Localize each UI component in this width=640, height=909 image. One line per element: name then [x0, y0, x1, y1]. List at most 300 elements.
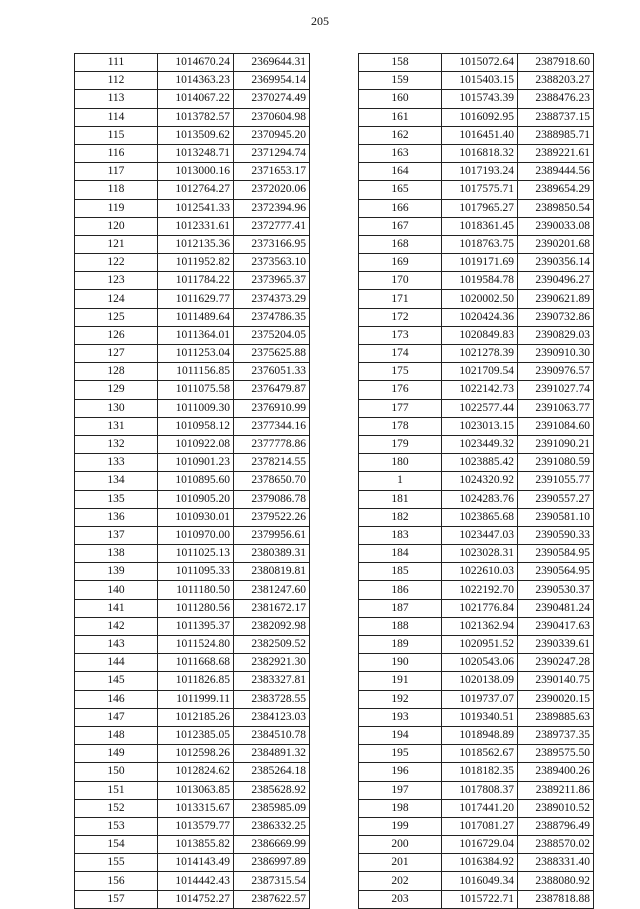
point-number-cell: 154: [75, 836, 158, 854]
x-coordinate-cell: 1018763.75: [442, 235, 518, 253]
table-row: [359, 726, 594, 744]
table-row: [75, 308, 310, 326]
table-row: [75, 872, 310, 890]
table-row: [359, 636, 594, 654]
y-coordinate-cell: 2384510.78: [234, 726, 310, 744]
y-coordinate-cell: 2369644.31: [234, 54, 310, 72]
table-row: [75, 72, 310, 90]
table-row: [75, 836, 310, 854]
point-number-cell: 177: [359, 399, 442, 417]
point-number-cell: 156: [75, 872, 158, 890]
y-coordinate-cell: 2384123.03: [234, 708, 310, 726]
y-coordinate-cell: 2375204.05: [234, 326, 310, 344]
table-row: [359, 817, 594, 835]
table-row: [75, 363, 310, 381]
x-coordinate-cell: 1020138.09: [442, 672, 518, 690]
x-coordinate-cell: 1022577.44: [442, 399, 518, 417]
y-coordinate-cell: 2372777.41: [234, 217, 310, 235]
point-number-cell: 164: [359, 163, 442, 181]
point-number-cell: 168: [359, 235, 442, 253]
y-coordinate-cell: 2387818.88: [518, 890, 594, 908]
table-row: [359, 199, 594, 217]
x-coordinate-cell: 1011489.64: [158, 308, 234, 326]
y-coordinate-cell: 2390732.86: [518, 308, 594, 326]
y-coordinate-cell: 2376051.33: [234, 363, 310, 381]
point-number-cell: 192: [359, 690, 442, 708]
table-row: [75, 745, 310, 763]
point-number-cell: 175: [359, 363, 442, 381]
point-number-cell: 195: [359, 745, 442, 763]
y-coordinate-cell: 2390530.37: [518, 581, 594, 599]
x-coordinate-cell: 1011009.30: [158, 399, 234, 417]
y-coordinate-cell: 2375625.88: [234, 345, 310, 363]
y-coordinate-cell: 2390584.95: [518, 545, 594, 563]
table-row: [359, 345, 594, 363]
y-coordinate-cell: 2390247.28: [518, 654, 594, 672]
point-number-cell: 141: [75, 599, 158, 617]
table-row: [75, 217, 310, 235]
y-coordinate-cell: 2371653.17: [234, 163, 310, 181]
table-row: [359, 854, 594, 872]
table-row: [359, 290, 594, 308]
table-row: [359, 599, 594, 617]
table-row: [75, 126, 310, 144]
y-coordinate-cell: 2389211.86: [518, 781, 594, 799]
x-coordinate-cell: 1011826.85: [158, 672, 234, 690]
x-coordinate-cell: 1011364.01: [158, 326, 234, 344]
y-coordinate-cell: 2370274.49: [234, 90, 310, 108]
point-number-cell: 170: [359, 272, 442, 290]
point-number-cell: 140: [75, 581, 158, 599]
table-row: [75, 272, 310, 290]
y-coordinate-cell: 2389400.26: [518, 763, 594, 781]
x-coordinate-cell: 1015743.39: [442, 90, 518, 108]
table-row: [75, 581, 310, 599]
x-coordinate-cell: 1011395.37: [158, 617, 234, 635]
table-row: [359, 454, 594, 472]
point-number-cell: 167: [359, 217, 442, 235]
point-number-cell: 179: [359, 435, 442, 453]
y-coordinate-cell: 2380819.81: [234, 563, 310, 581]
x-coordinate-cell: 1010958.12: [158, 417, 234, 435]
point-number-cell: 165: [359, 181, 442, 199]
table-row: [75, 454, 310, 472]
y-coordinate-cell: 2386332.25: [234, 817, 310, 835]
x-coordinate-cell: 1011095.33: [158, 563, 234, 581]
x-coordinate-cell: 1021776.84: [442, 599, 518, 617]
point-number-cell: 122: [75, 254, 158, 272]
point-number-cell: 119: [75, 199, 158, 217]
coordinates-table-right: [358, 53, 594, 909]
y-coordinate-cell: 2390829.03: [518, 326, 594, 344]
point-number-cell: 112: [75, 72, 158, 90]
y-coordinate-cell: 2390496.27: [518, 272, 594, 290]
x-coordinate-cell: 1021709.54: [442, 363, 518, 381]
y-coordinate-cell: 2389737.35: [518, 726, 594, 744]
point-number-cell: 203: [359, 890, 442, 908]
point-number-cell: 180: [359, 454, 442, 472]
table-row: [359, 72, 594, 90]
y-coordinate-cell: 2390356.14: [518, 254, 594, 272]
y-coordinate-cell: 2381672.17: [234, 599, 310, 617]
y-coordinate-cell: 2383327.81: [234, 672, 310, 690]
x-coordinate-cell: 1020424.36: [442, 308, 518, 326]
x-coordinate-cell: 1010895.60: [158, 472, 234, 490]
table-row: [75, 326, 310, 344]
x-coordinate-cell: 1020002.50: [442, 290, 518, 308]
table-row: [75, 399, 310, 417]
y-coordinate-cell: 2379956.61: [234, 526, 310, 544]
x-coordinate-cell: 1016384.92: [442, 854, 518, 872]
y-coordinate-cell: 2389444.56: [518, 163, 594, 181]
y-coordinate-cell: 2390481.24: [518, 599, 594, 617]
y-coordinate-cell: 2373965.37: [234, 272, 310, 290]
y-coordinate-cell: 2390621.89: [518, 290, 594, 308]
y-coordinate-cell: 2378650.70: [234, 472, 310, 490]
x-coordinate-cell: 1021362.94: [442, 617, 518, 635]
table-row: [75, 290, 310, 308]
table-row: [359, 690, 594, 708]
x-coordinate-cell: 1011253.04: [158, 345, 234, 363]
x-coordinate-cell: 1014067.22: [158, 90, 234, 108]
x-coordinate-cell: 1013000.16: [158, 163, 234, 181]
x-coordinate-cell: 1017965.27: [442, 199, 518, 217]
x-coordinate-cell: 1018182.35: [442, 763, 518, 781]
point-number-cell: 131: [75, 417, 158, 435]
y-coordinate-cell: 2391090.21: [518, 435, 594, 453]
point-number-cell: 139: [75, 563, 158, 581]
table-row: [359, 163, 594, 181]
table-row: [359, 508, 594, 526]
table-row: [359, 308, 594, 326]
y-coordinate-cell: 2390140.75: [518, 672, 594, 690]
table-row: [75, 890, 310, 908]
x-coordinate-cell: 1016092.95: [442, 108, 518, 126]
x-coordinate-cell: 1017193.24: [442, 163, 518, 181]
point-number-cell: 133: [75, 454, 158, 472]
x-coordinate-cell: 1011280.56: [158, 599, 234, 617]
y-coordinate-cell: 2389575.50: [518, 745, 594, 763]
y-coordinate-cell: 2388476.23: [518, 90, 594, 108]
y-coordinate-cell: 2385985.09: [234, 799, 310, 817]
x-coordinate-cell: 1013248.71: [158, 144, 234, 162]
point-number-cell: 190: [359, 654, 442, 672]
y-coordinate-cell: 2390417.63: [518, 617, 594, 635]
x-coordinate-cell: 1011075.58: [158, 381, 234, 399]
point-number-cell: 138: [75, 545, 158, 563]
point-number-cell: 196: [359, 763, 442, 781]
point-number-cell: 129: [75, 381, 158, 399]
x-coordinate-cell: 1012331.61: [158, 217, 234, 235]
table-row: [359, 254, 594, 272]
table-row: [359, 417, 594, 435]
x-coordinate-cell: 1011668.68: [158, 654, 234, 672]
x-coordinate-cell: 1017808.37: [442, 781, 518, 799]
point-number-cell: 128: [75, 363, 158, 381]
table-row: [359, 272, 594, 290]
table-row: [359, 872, 594, 890]
x-coordinate-cell: 1012541.33: [158, 199, 234, 217]
table-row: [75, 199, 310, 217]
x-coordinate-cell: 1019737.07: [442, 690, 518, 708]
y-coordinate-cell: 2390590.33: [518, 526, 594, 544]
point-number-cell: 132: [75, 435, 158, 453]
table-row: [75, 508, 310, 526]
table-row: [75, 163, 310, 181]
x-coordinate-cell: 1013315.67: [158, 799, 234, 817]
x-coordinate-cell: 1019340.51: [442, 708, 518, 726]
x-coordinate-cell: 1016049.34: [442, 872, 518, 890]
x-coordinate-cell: 1023449.32: [442, 435, 518, 453]
y-coordinate-cell: 2388570.02: [518, 836, 594, 854]
y-coordinate-cell: 2390201.68: [518, 235, 594, 253]
x-coordinate-cell: 1018562.67: [442, 745, 518, 763]
x-coordinate-cell: 1017081.27: [442, 817, 518, 835]
y-coordinate-cell: 2373166.95: [234, 235, 310, 253]
point-number-cell: 117: [75, 163, 158, 181]
y-coordinate-cell: 2385264.18: [234, 763, 310, 781]
y-coordinate-cell: 2378214.55: [234, 454, 310, 472]
table-row: [75, 781, 310, 799]
point-number-cell: 144: [75, 654, 158, 672]
table-row: [359, 90, 594, 108]
table-row: [359, 399, 594, 417]
x-coordinate-cell: 1022610.03: [442, 563, 518, 581]
x-coordinate-cell: 1010905.20: [158, 490, 234, 508]
y-coordinate-cell: 2370945.20: [234, 126, 310, 144]
table-row: [75, 54, 310, 72]
x-coordinate-cell: 1011952.82: [158, 254, 234, 272]
table-row: [75, 799, 310, 817]
y-coordinate-cell: 2389221.61: [518, 144, 594, 162]
table-row: [359, 235, 594, 253]
x-coordinate-cell: 1015722.71: [442, 890, 518, 908]
point-number-cell: 202: [359, 872, 442, 890]
table-row: [359, 435, 594, 453]
y-coordinate-cell: 2385628.92: [234, 781, 310, 799]
y-coordinate-cell: 2391027.74: [518, 381, 594, 399]
point-number-cell: 145: [75, 672, 158, 690]
point-number-cell: 127: [75, 345, 158, 363]
y-coordinate-cell: 2372020.06: [234, 181, 310, 199]
point-number-cell: 116: [75, 144, 158, 162]
x-coordinate-cell: 1024320.92: [442, 472, 518, 490]
x-coordinate-cell: 1020849.83: [442, 326, 518, 344]
y-coordinate-cell: 2391084.60: [518, 417, 594, 435]
table-row: [359, 217, 594, 235]
table-row: [359, 654, 594, 672]
y-coordinate-cell: 2382509.52: [234, 636, 310, 654]
point-number-cell: 124: [75, 290, 158, 308]
y-coordinate-cell: 2390033.08: [518, 217, 594, 235]
point-number-cell: 130: [75, 399, 158, 417]
y-coordinate-cell: 2390910.30: [518, 345, 594, 363]
x-coordinate-cell: 1022192.70: [442, 581, 518, 599]
point-number-cell: 123: [75, 272, 158, 290]
table-row: [75, 526, 310, 544]
y-coordinate-cell: 2386669.99: [234, 836, 310, 854]
point-number-cell: 149: [75, 745, 158, 763]
table-row: [359, 108, 594, 126]
y-coordinate-cell: 2391055.77: [518, 472, 594, 490]
table-row: [359, 490, 594, 508]
y-coordinate-cell: 2370604.98: [234, 108, 310, 126]
x-coordinate-cell: 1012385.05: [158, 726, 234, 744]
table-row: [359, 326, 594, 344]
x-coordinate-cell: 1016729.04: [442, 836, 518, 854]
point-number-cell: 147: [75, 708, 158, 726]
point-number-cell: 148: [75, 726, 158, 744]
point-number-cell: 160: [359, 90, 442, 108]
table-row: [359, 363, 594, 381]
y-coordinate-cell: 2390339.61: [518, 636, 594, 654]
point-number-cell: 136: [75, 508, 158, 526]
point-number-cell: 199: [359, 817, 442, 835]
y-coordinate-cell: 2388985.71: [518, 126, 594, 144]
y-coordinate-cell: 2377778.86: [234, 435, 310, 453]
x-coordinate-cell: 1010901.23: [158, 454, 234, 472]
point-number-cell: 174: [359, 345, 442, 363]
point-number-cell: 186: [359, 581, 442, 599]
coordinates-table-left: [74, 53, 310, 909]
y-coordinate-cell: 2389654.29: [518, 181, 594, 199]
table-row: [359, 181, 594, 199]
y-coordinate-cell: 2376479.87: [234, 381, 310, 399]
y-coordinate-cell: 2383728.55: [234, 690, 310, 708]
y-coordinate-cell: 2391063.77: [518, 399, 594, 417]
point-number-cell: 197: [359, 781, 442, 799]
y-coordinate-cell: 2387918.60: [518, 54, 594, 72]
point-number-cell: 172: [359, 308, 442, 326]
x-coordinate-cell: 1013509.62: [158, 126, 234, 144]
x-coordinate-cell: 1021278.39: [442, 345, 518, 363]
point-number-cell: 173: [359, 326, 442, 344]
table-row: [359, 545, 594, 563]
table-row: [359, 54, 594, 72]
x-coordinate-cell: 1012185.26: [158, 708, 234, 726]
table-row: [75, 254, 310, 272]
table-row: [359, 781, 594, 799]
y-coordinate-cell: 2388737.15: [518, 108, 594, 126]
x-coordinate-cell: 1020543.06: [442, 654, 518, 672]
y-coordinate-cell: 2374373.29: [234, 290, 310, 308]
x-coordinate-cell: 1014752.27: [158, 890, 234, 908]
point-number-cell: 157: [75, 890, 158, 908]
point-number-cell: 194: [359, 726, 442, 744]
point-number-cell: 181: [359, 490, 442, 508]
x-coordinate-cell: 1014442.43: [158, 872, 234, 890]
table-row: [75, 545, 310, 563]
table-row: [75, 108, 310, 126]
point-number-cell: 166: [359, 199, 442, 217]
point-number-cell: 187: [359, 599, 442, 617]
x-coordinate-cell: 1023885.42: [442, 454, 518, 472]
point-number-cell: 115: [75, 126, 158, 144]
x-coordinate-cell: 1023013.15: [442, 417, 518, 435]
point-number-cell: 135: [75, 490, 158, 508]
x-coordinate-cell: 1011784.22: [158, 272, 234, 290]
point-number-cell: 198: [359, 799, 442, 817]
table-row: [359, 617, 594, 635]
table-row: [75, 181, 310, 199]
y-coordinate-cell: 2390976.57: [518, 363, 594, 381]
x-coordinate-cell: 1011999.11: [158, 690, 234, 708]
y-coordinate-cell: 2388331.40: [518, 854, 594, 872]
point-number-cell: 152: [75, 799, 158, 817]
x-coordinate-cell: 1010922.08: [158, 435, 234, 453]
y-coordinate-cell: 2388203.27: [518, 72, 594, 90]
x-coordinate-cell: 1010930.01: [158, 508, 234, 526]
x-coordinate-cell: 1014670.24: [158, 54, 234, 72]
point-number-cell: 146: [75, 690, 158, 708]
table-row: [359, 763, 594, 781]
point-number-cell: 1: [359, 472, 442, 490]
y-coordinate-cell: 2390564.95: [518, 563, 594, 581]
y-coordinate-cell: 2382921.30: [234, 654, 310, 672]
point-number-cell: 169: [359, 254, 442, 272]
table-row: [75, 726, 310, 744]
y-coordinate-cell: 2390581.10: [518, 508, 594, 526]
x-coordinate-cell: 1013855.82: [158, 836, 234, 854]
table-row: [359, 708, 594, 726]
point-number-cell: 113: [75, 90, 158, 108]
y-coordinate-cell: 2379522.26: [234, 508, 310, 526]
table-row: [75, 654, 310, 672]
table-row: [359, 126, 594, 144]
y-coordinate-cell: 2381247.60: [234, 581, 310, 599]
y-coordinate-cell: 2389010.52: [518, 799, 594, 817]
y-coordinate-cell: 2388796.49: [518, 817, 594, 835]
x-coordinate-cell: 1018948.89: [442, 726, 518, 744]
point-number-cell: 159: [359, 72, 442, 90]
x-coordinate-cell: 1015403.15: [442, 72, 518, 90]
x-coordinate-cell: 1017441.20: [442, 799, 518, 817]
table-row: [75, 235, 310, 253]
point-number-cell: 142: [75, 617, 158, 635]
x-coordinate-cell: 1011524.80: [158, 636, 234, 654]
table-row: [359, 799, 594, 817]
point-number-cell: 189: [359, 636, 442, 654]
x-coordinate-cell: 1014143.49: [158, 854, 234, 872]
x-coordinate-cell: 1019171.69: [442, 254, 518, 272]
y-coordinate-cell: 2387622.57: [234, 890, 310, 908]
point-number-cell: 114: [75, 108, 158, 126]
table-row: [75, 345, 310, 363]
point-number-cell: 120: [75, 217, 158, 235]
point-number-cell: 188: [359, 617, 442, 635]
x-coordinate-cell: 1023028.31: [442, 545, 518, 563]
x-coordinate-cell: 1011025.13: [158, 545, 234, 563]
table-row: [75, 690, 310, 708]
point-number-cell: 153: [75, 817, 158, 835]
point-number-cell: 155: [75, 854, 158, 872]
x-coordinate-cell: 1010970.00: [158, 526, 234, 544]
point-number-cell: 137: [75, 526, 158, 544]
y-coordinate-cell: 2389850.54: [518, 199, 594, 217]
table-row: [359, 890, 594, 908]
x-coordinate-cell: 1023447.03: [442, 526, 518, 544]
point-number-cell: 171: [359, 290, 442, 308]
table-row: [75, 617, 310, 635]
y-coordinate-cell: 2379086.78: [234, 490, 310, 508]
x-coordinate-cell: 1023865.68: [442, 508, 518, 526]
table-row: [359, 472, 594, 490]
point-number-cell: 125: [75, 308, 158, 326]
x-coordinate-cell: 1012764.27: [158, 181, 234, 199]
x-coordinate-cell: 1022142.73: [442, 381, 518, 399]
table-row: [359, 672, 594, 690]
point-number-cell: 176: [359, 381, 442, 399]
